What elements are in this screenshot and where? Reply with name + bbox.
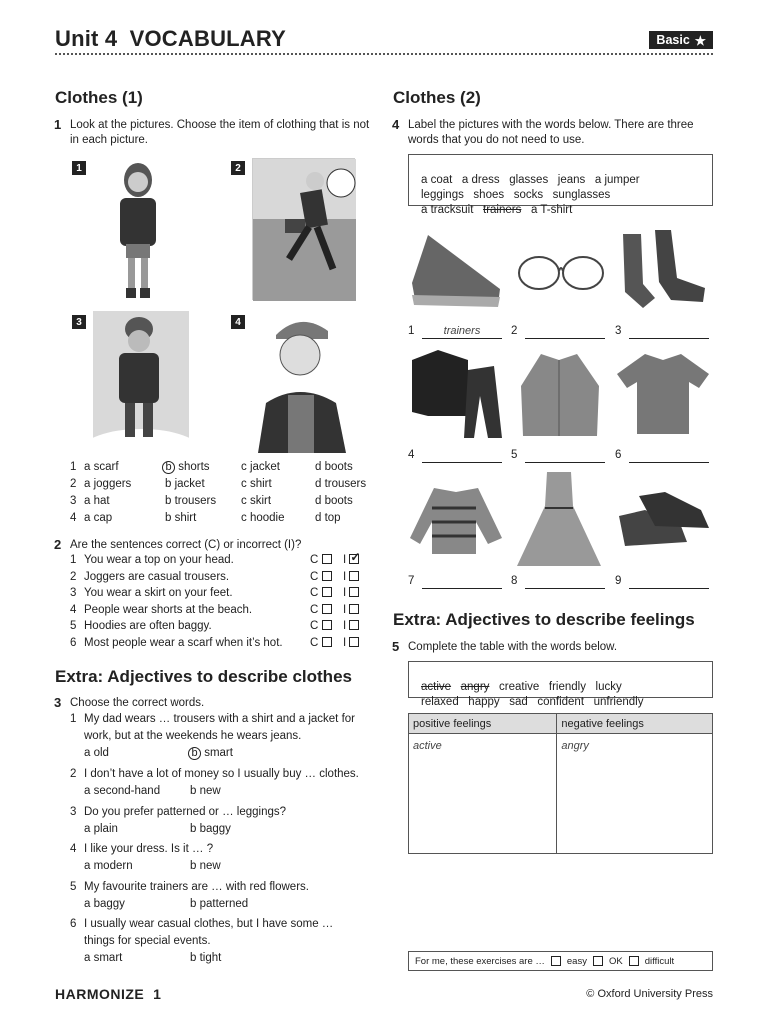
incorrect-checkbox[interactable] — [349, 637, 359, 647]
ex5-instruction: 5 Complete the table with the words below. — [392, 639, 618, 654]
incorrect-checkbox[interactable] — [349, 620, 359, 630]
socks-icon — [615, 228, 712, 312]
correct-checkbox[interactable] — [322, 571, 332, 581]
option-b[interactable]: shorts — [178, 461, 210, 473]
incorrect-checkbox-checked[interactable] — [349, 550, 361, 564]
ex4-instruction: 4 Label the pictures with the words below. There are three words that you do not need to use. — [392, 117, 694, 146]
option-a[interactable]: plain — [93, 823, 118, 835]
option-b[interactable]: baggy — [199, 823, 231, 835]
option-b[interactable]: patterned — [199, 898, 249, 910]
struck-word: active — [421, 681, 452, 693]
tracksuit-icon — [408, 346, 505, 442]
glasses-icon — [511, 233, 608, 310]
ex5-number: 5 — [392, 639, 400, 654]
star-icon: ★ — [694, 33, 706, 48]
ex1-row: 1 a scarf b shorts c jacket d boots — [70, 461, 353, 473]
picture-number: 3 — [72, 315, 86, 329]
option-a[interactable]: second-hand — [93, 785, 161, 797]
positive-feelings-header: positive feelings — [409, 714, 557, 734]
ex1-instruction: 1 Look at the pictures. Choose the item of clothing that is not in each picture. — [54, 117, 370, 146]
picture-2-running-man — [252, 158, 355, 300]
picture-dress — [511, 468, 608, 568]
option-a[interactable]: baggy — [93, 898, 125, 910]
ex1-row: 3 a hat b trousers c skirt d boots — [70, 495, 353, 507]
correct-checkbox[interactable] — [322, 554, 332, 564]
correct-checkbox[interactable] — [322, 604, 332, 614]
option-a[interactable]: scarf — [93, 461, 119, 473]
answer-line-7[interactable] — [422, 575, 502, 589]
picture-socks — [615, 228, 712, 312]
girl-illustration — [96, 158, 176, 300]
picture-glasses — [511, 233, 608, 310]
answer-line-9[interactable] — [629, 575, 709, 589]
option-c[interactable]: hoodie — [249, 512, 285, 524]
picture-number: 2 — [231, 161, 245, 175]
picture-t-shirt — [615, 346, 712, 442]
ex4-word-box: a coat a dress glasses jeans a jumper leggings shoes socks sunglasses a tracksuit trainers a T-shirt — [408, 154, 713, 206]
brand-name: HARMONIZE — [55, 986, 145, 1002]
ex2-instruction: 2 Are the sentences correct (C) or incorrect (I)? — [54, 537, 302, 552]
unit-label: Unit 4 — [55, 26, 118, 51]
incorrect-checkbox[interactable] — [349, 571, 359, 581]
ex2-number: 2 — [54, 537, 62, 552]
level-label: Basic — [656, 33, 690, 47]
circled-answer-b[interactable]: b — [188, 747, 201, 760]
option-b[interactable]: new — [199, 785, 221, 797]
check-mark-icon: ✓ — [350, 550, 361, 564]
ex2-item: 4 People wear shorts at the beach. C I — [70, 604, 370, 619]
extra-feelings-heading: Extra: Adjectives to describe feelings — [393, 610, 695, 629]
ex1-row: 4 a cap b shirt c hoodie d top — [70, 512, 341, 524]
option-a[interactable]: smart — [93, 952, 123, 964]
correct-checkbox[interactable] — [322, 620, 332, 630]
picture-coat — [511, 346, 608, 442]
picture-number: 4 — [231, 315, 245, 329]
ex5-word-box: active angry creative friendly lucky relaxed happy sad confident unfriendly — [408, 661, 713, 698]
picture-1-girl — [96, 158, 176, 300]
answer-line-4[interactable] — [422, 449, 502, 463]
shoes-icon — [615, 486, 712, 552]
struck-word: trainers — [483, 204, 522, 216]
negative-feelings-header: negative feelings — [557, 714, 713, 734]
ex2-item: 1 You wear a top on your head. C I ✓ — [70, 550, 361, 566]
circled-answer-b[interactable]: b — [162, 461, 175, 474]
ex2-item: 6 Most people wear a scarf when it’s hot. C I — [70, 637, 370, 652]
clothes1-heading: Clothes (1) — [55, 88, 143, 107]
option-b[interactable]: shirt — [174, 512, 197, 524]
ex1-row: 2 a joggers b jacket c shirt d trousers — [70, 478, 367, 490]
option-c[interactable]: shirt — [249, 478, 272, 490]
ok-checkbox[interactable] — [593, 956, 603, 966]
brand-footer — [55, 986, 161, 1002]
option-b[interactable]: smart — [204, 747, 233, 759]
option-a[interactable]: joggers — [93, 478, 132, 490]
correct-checkbox[interactable] — [322, 637, 332, 647]
ex3-instruction: 3 Choose the correct words. — [54, 695, 205, 710]
option-b[interactable]: jacket — [174, 478, 205, 490]
difficult-checkbox[interactable] — [629, 956, 639, 966]
answer-line-6[interactable] — [629, 449, 709, 463]
option-c[interactable]: jacket — [249, 461, 280, 473]
option-d[interactable]: boots — [324, 461, 353, 473]
option-d[interactable]: boots — [324, 495, 353, 507]
option-b[interactable]: trousers — [174, 495, 217, 507]
answer-line-8[interactable] — [525, 575, 605, 589]
ex2-item: 3 You wear a skirt on your feet. C I — [70, 587, 370, 602]
ex2-item: 5 Hoodies are often baggy. C I — [70, 620, 370, 635]
picture-4-boy-cap — [254, 311, 350, 453]
correct-checkbox[interactable] — [322, 587, 332, 597]
header-divider — [55, 53, 713, 55]
option-c[interactable]: skirt — [249, 495, 272, 507]
ex4-number: 4 — [392, 117, 400, 132]
easy-checkbox[interactable] — [551, 956, 561, 966]
page-title — [55, 26, 292, 52]
copyright: © Oxford University Press — [586, 988, 713, 1000]
answer-line-3[interactable] — [629, 325, 709, 339]
struck-word: angry — [460, 681, 490, 693]
extra-clothes-heading: Extra: Adjectives to describe clothes — [55, 667, 352, 686]
self-evaluation-box: For me, these exercises are … easy OK difficult — [408, 951, 713, 971]
trainers-icon — [408, 225, 503, 313]
picture-3-winter-boy — [93, 311, 189, 451]
feelings-table — [408, 713, 713, 854]
option-a[interactable]: old — [93, 747, 109, 759]
dress-icon — [511, 468, 608, 568]
option-b[interactable]: tight — [199, 952, 222, 964]
brand-level: 1 — [153, 986, 162, 1002]
answer-line-1[interactable]: trainers — [422, 325, 502, 339]
option-b[interactable]: new — [199, 860, 221, 872]
option-a[interactable]: cap — [93, 512, 113, 524]
level-badge — [649, 31, 713, 49]
incorrect-checkbox[interactable] — [349, 587, 359, 597]
coat-icon — [511, 346, 608, 442]
incorrect-checkbox[interactable] — [349, 604, 359, 614]
option-a[interactable]: modern — [93, 860, 133, 872]
option-a[interactable]: hat — [93, 495, 110, 507]
winter-boy-illustration — [93, 311, 189, 451]
option-d[interactable]: top — [324, 512, 341, 524]
jumper-icon — [408, 478, 505, 568]
clothes2-heading: Clothes (2) — [393, 88, 481, 107]
picture-number: 1 — [72, 161, 86, 175]
answer-line-5[interactable] — [525, 449, 605, 463]
positive-feelings-cell[interactable]: active — [409, 734, 557, 854]
section-label: VOCABULARY — [129, 26, 287, 51]
t-shirt-icon — [615, 346, 712, 442]
negative-feelings-cell[interactable]: angry — [557, 734, 713, 854]
boy-cap-illustration — [254, 311, 350, 453]
ex2-item: 2 Joggers are casual trousers. C I — [70, 571, 370, 586]
picture-tracksuit — [408, 346, 505, 442]
ex3-number: 3 — [54, 695, 62, 710]
picture-jumper — [408, 478, 505, 568]
picture-shoes — [615, 486, 712, 552]
ex1-number: 1 — [54, 117, 62, 132]
answer-line-2[interactable] — [525, 325, 605, 339]
running-man-illustration — [253, 159, 356, 301]
picture-trainers — [408, 225, 503, 313]
option-d[interactable]: trousers — [324, 478, 367, 490]
